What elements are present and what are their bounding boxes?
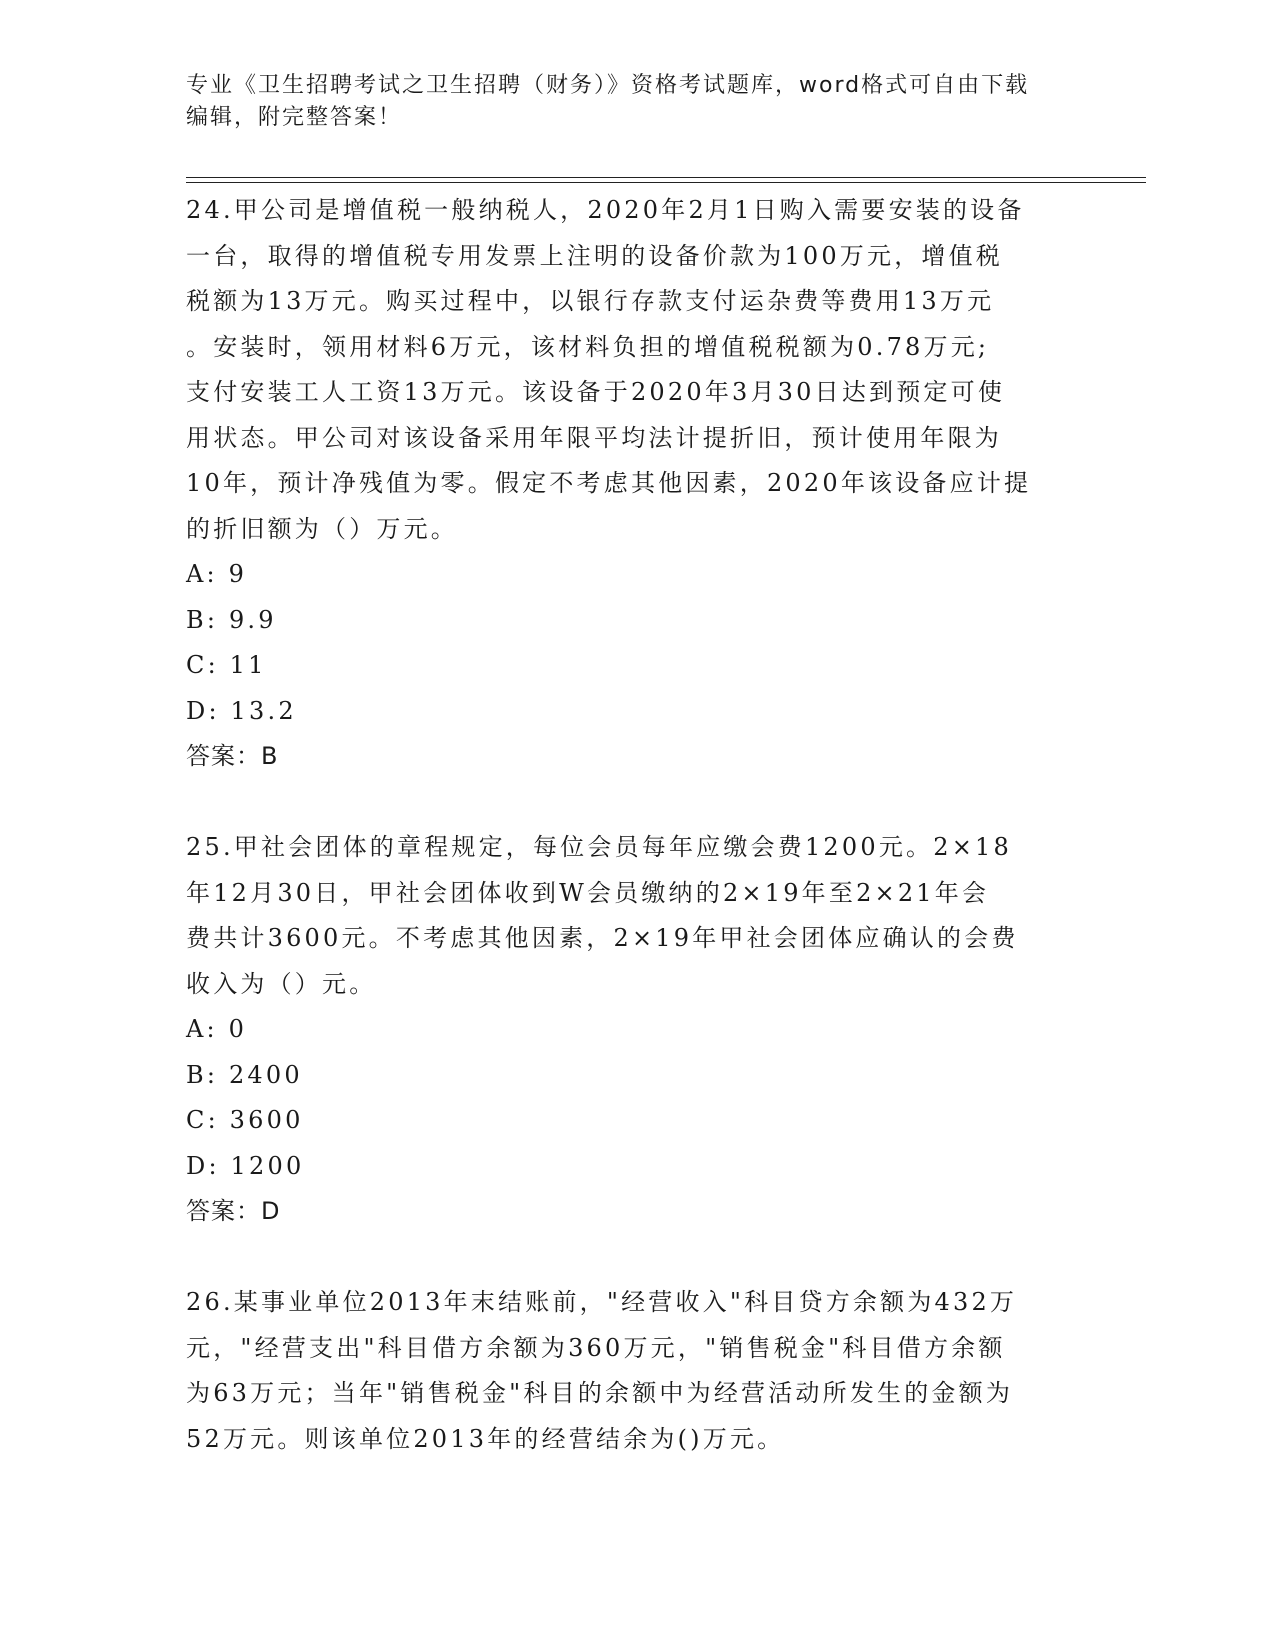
question-text-line: 支付安装工人工资13万元。该设备于2020年3月30日达到预定可使 bbox=[186, 378, 1006, 406]
question-text-line: 一台，取得的增值税专用发票上注明的设备价款为100万元，增值税 bbox=[186, 241, 1004, 270]
option-a: A: 9 bbox=[186, 560, 248, 588]
option-d: D: 1200 bbox=[186, 1151, 305, 1180]
option-b: B: 9.9 bbox=[186, 605, 277, 634]
question-text-line: 25.甲社会团体的章程规定，每位会员每年应缴会费1200元。2×18 bbox=[186, 833, 1012, 861]
question-text-line: 52万元。则该单位2013年的经营结余为()万元。 bbox=[186, 1424, 785, 1453]
option-c: C: 11 bbox=[186, 651, 267, 679]
header-line-2: 编辑，附完整答案！ bbox=[186, 105, 403, 130]
question-text-line: 用状态。甲公司对该设备采用年限平均法计提折旧，预计使用年限为 bbox=[186, 423, 1002, 452]
question-24 bbox=[186, 188, 1086, 780]
option-c: C: 3600 bbox=[186, 1106, 304, 1134]
header-rule-top bbox=[186, 177, 1146, 178]
answer-label: 答案：B bbox=[186, 742, 279, 770]
question-text-line: 年12月30日，甲社会团体收到W会员缴纳的2×19年至2×21年会 bbox=[186, 878, 990, 907]
question-text-line: 26.某事业单位2013年末结账前，"经营收入"科目贷方余额为432万 bbox=[186, 1288, 1018, 1316]
question-25 bbox=[186, 825, 1086, 1235]
question-26 bbox=[186, 1280, 1086, 1462]
option-b: B: 2400 bbox=[186, 1060, 303, 1089]
question-text-line: 的折旧额为（）万元。 bbox=[186, 514, 458, 543]
header-rule-bottom bbox=[186, 182, 1146, 183]
question-text-line: 收入为（）元。 bbox=[186, 969, 377, 998]
option-a: A: 0 bbox=[186, 1015, 248, 1043]
document-header bbox=[186, 70, 1086, 134]
question-text-line: 24.甲公司是增值税一般纳税人，2020年2月1日购入需要安装的设备 bbox=[186, 196, 1025, 224]
answer-label: 答案：D bbox=[186, 1197, 281, 1225]
option-d: D: 13.2 bbox=[186, 696, 297, 725]
header-line-1: 专业《卫生招聘考试之卫生招聘（财务）》资格考试题库，word格式可自由下载 bbox=[186, 73, 1030, 98]
question-text-line: 费共计3600元。不考虑其他因素，2×19年甲社会团体应确认的会费 bbox=[186, 924, 1019, 952]
question-text-line: 10年，预计净残值为零。假定不考虑其他因素，2020年该设备应计提 bbox=[186, 469, 1032, 497]
question-text-line: 元，"经营支出"科目借方余额为360万元，"销售税金"科目借方余额 bbox=[186, 1333, 1006, 1362]
question-text-line: 税额为13万元。购买过程中，以银行存款支付运杂费等费用13万元 bbox=[186, 287, 995, 315]
question-text-line: 。安装时，领用材料6万元，该材料负担的增值税税额为0.78万元; bbox=[186, 332, 990, 361]
question-text-line: 为63万元；当年"销售税金"科目的余额中为经营活动所发生的金额为 bbox=[186, 1379, 1014, 1407]
